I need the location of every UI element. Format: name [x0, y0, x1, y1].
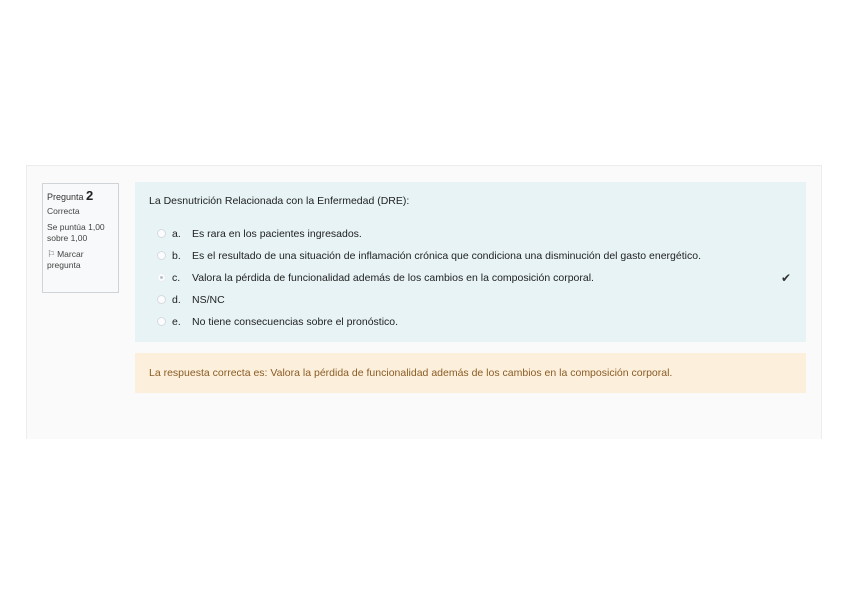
- answer-letter: e.: [172, 316, 181, 328]
- answer-option-b[interactable]: [157, 245, 792, 267]
- answer-option-d[interactable]: [157, 289, 792, 311]
- question-number: [47, 189, 114, 204]
- flag-question-label: Marcar pregunta: [47, 249, 84, 270]
- answer-text: No tiene consecuencias sobre el pronóstico.: [192, 316, 399, 328]
- answer-list: [157, 223, 792, 333]
- radio-button[interactable]: [157, 295, 166, 304]
- flag-question-link[interactable]: [47, 249, 114, 271]
- question-grade: Se puntúa 1,00 sobre 1,00: [47, 222, 105, 243]
- question-state: Correcta: [47, 206, 80, 216]
- question-formulation: [135, 182, 806, 342]
- question-label: Pregunta: [47, 192, 84, 202]
- answer-letter: a.: [172, 228, 181, 240]
- answer-option-e[interactable]: [157, 311, 792, 333]
- check-icon: ✔: [781, 271, 792, 285]
- answer-text: Es rara en los pacientes ingresados.: [192, 228, 362, 240]
- answer-option-a[interactable]: [157, 223, 792, 245]
- question-text: La Desnutrición Relacionada con la Enfermedad (DRE):: [149, 195, 410, 207]
- radio-button[interactable]: [157, 317, 166, 326]
- correct-answer-feedback: La respuesta correcta es: Valora la pérdida de funcionalidad además de los cambios en la composición corporal.: [135, 353, 806, 393]
- answer-text: Es el resultado de una situación de inflamación crónica que condiciona una disminución del gasto energético.: [192, 250, 701, 262]
- answer-text: Valora la pérdida de funcionalidad además de los cambios en la composición corporal.: [192, 272, 594, 284]
- question-info: [42, 183, 119, 293]
- answer-letter: d.: [172, 294, 181, 306]
- question-number-value: 2: [86, 188, 94, 203]
- radio-button-selected[interactable]: [157, 273, 166, 282]
- radio-button[interactable]: [157, 229, 166, 238]
- answer-letter: b.: [172, 250, 181, 262]
- answer-text: NS/NC: [192, 294, 225, 306]
- answer-option-c[interactable]: [157, 267, 792, 289]
- radio-button[interactable]: [157, 251, 166, 260]
- flag-icon: ⚐: [47, 249, 56, 259]
- answer-letter: c.: [172, 272, 181, 284]
